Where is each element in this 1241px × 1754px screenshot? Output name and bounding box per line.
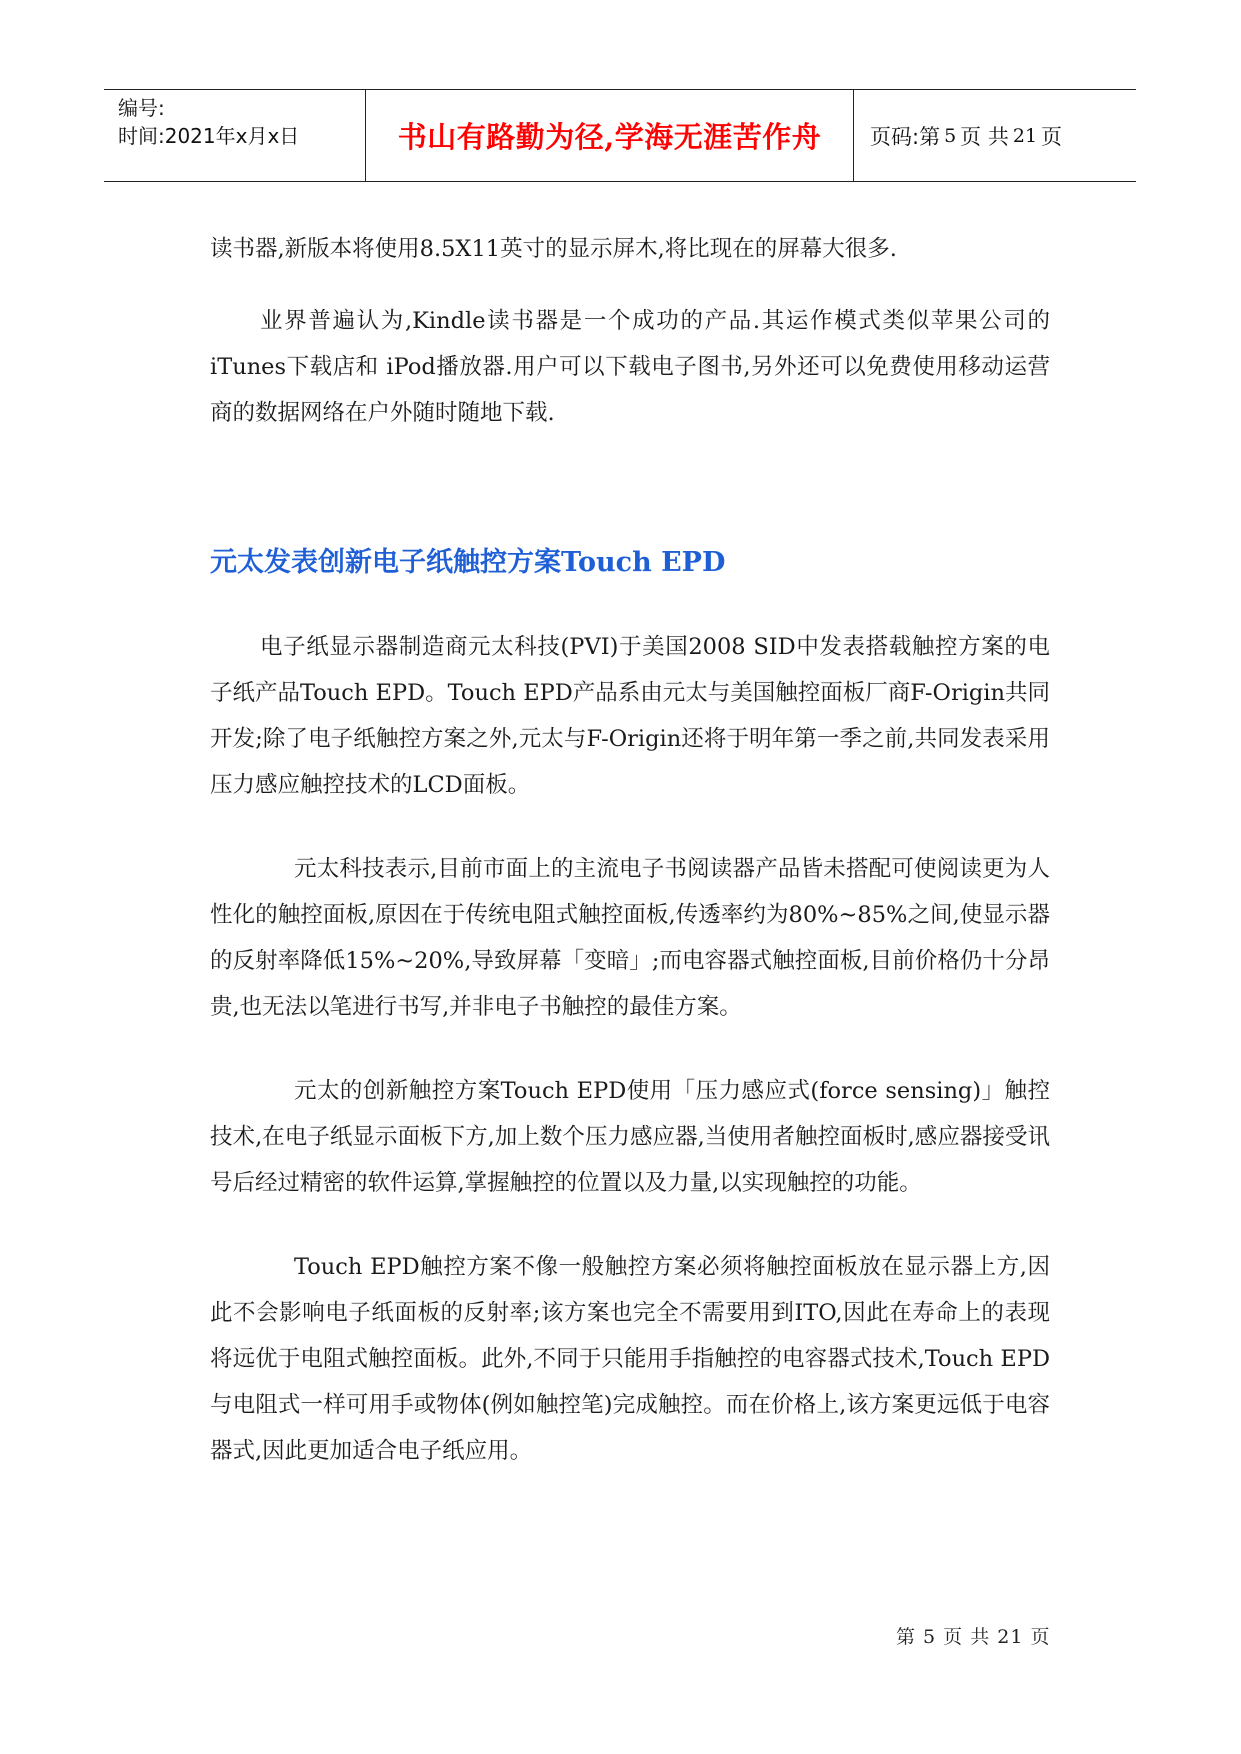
page-current: 5 <box>944 124 957 147</box>
section-heading: 元太发表创新电子纸触控方案Touch EPD <box>210 547 726 578</box>
document-body <box>210 226 1050 1474</box>
page-header <box>104 89 1136 182</box>
page-suffix: 页 <box>1041 124 1063 149</box>
paragraph-6: Touch EPD触控方案不像一般触控方案必须将触控面板放在显示器上方,因此不会影响电子纸面板的反射率;该方案也完全不需要用到ITO,因此在寿命上的表现将远优于电阻式触控面板。此外,不同于只能用手指触控的电容器式技术,Touch EPD与电阻式一样可用手或物体(例如触控笔)完成触控。而在价格上,该方案更远低于电容器式,因此更加适合电子纸应用。 <box>210 1254 1050 1464</box>
page-mid: 页 共 <box>960 124 1009 149</box>
paragraph-3: 电子纸显示器制造商元太科技(PVI)于美国2008 SID中发表搭载触控方案的电子纸产品Touch EPD。Touch EPD产品系由元太与美国触控面板厂商F-Origin共同开发;除了电子纸触控方案之外,元太与F-Origin还将于明年第一季之前,共同发表采用压力感应触控技术的LCD面板。 <box>210 634 1050 798</box>
header-meta <box>104 90 366 181</box>
document-number-label: 编号: <box>118 96 165 120</box>
page-total: 21 <box>1012 124 1038 147</box>
header-page-info <box>854 90 1136 181</box>
header-motto: 书山有路勤为径,学海无涯苦作舟 <box>366 90 854 181</box>
paragraph-2: 业界普遍认为,Kindle读书器是一个成功的产品.其运作模式类似苹果公司的 iTunes下载店和 iPod播放器.用户可以下载电子图书,另外还可以免费使用移动运营商的数据网络在户外随时随地下载. <box>210 308 1050 426</box>
paragraph-5: 元太的创新触控方案Touch EPD使用「压力感应式(force sensing)」触控技术,在电子纸显示面板下方,加上数个压力感应器,当使用者触控面板时,感应器接受讯号后经过精密的软件运算,掌握触控的位置以及力量,以实现触控的功能。 <box>210 1078 1050 1196</box>
page-prefix: 页码:第 <box>870 124 941 149</box>
paragraph-4: 元太科技表示,目前市面上的主流电子书阅读器产品皆未搭配可使阅读更为人性化的触控面板,原因在于传统电阻式触控面板,传透率约为80%~85%之间,使显示器的反射率降低15%~20%,导致屏幕「变暗」;而电容器式触控面板,目前价格仍十分昂贵,也无法以笔进行书写,并非电子书触控的最佳方案。 <box>210 856 1050 1020</box>
document-time-label: 时间:2021年x月x日 <box>118 124 300 148</box>
page-footer: 第 5 页 共 21 页 <box>896 1626 1051 1648</box>
paragraph-1: 读书器,新版本将使用8.5X11英寸的显示屏木,将比现在的屏幕大很多. <box>210 236 897 262</box>
